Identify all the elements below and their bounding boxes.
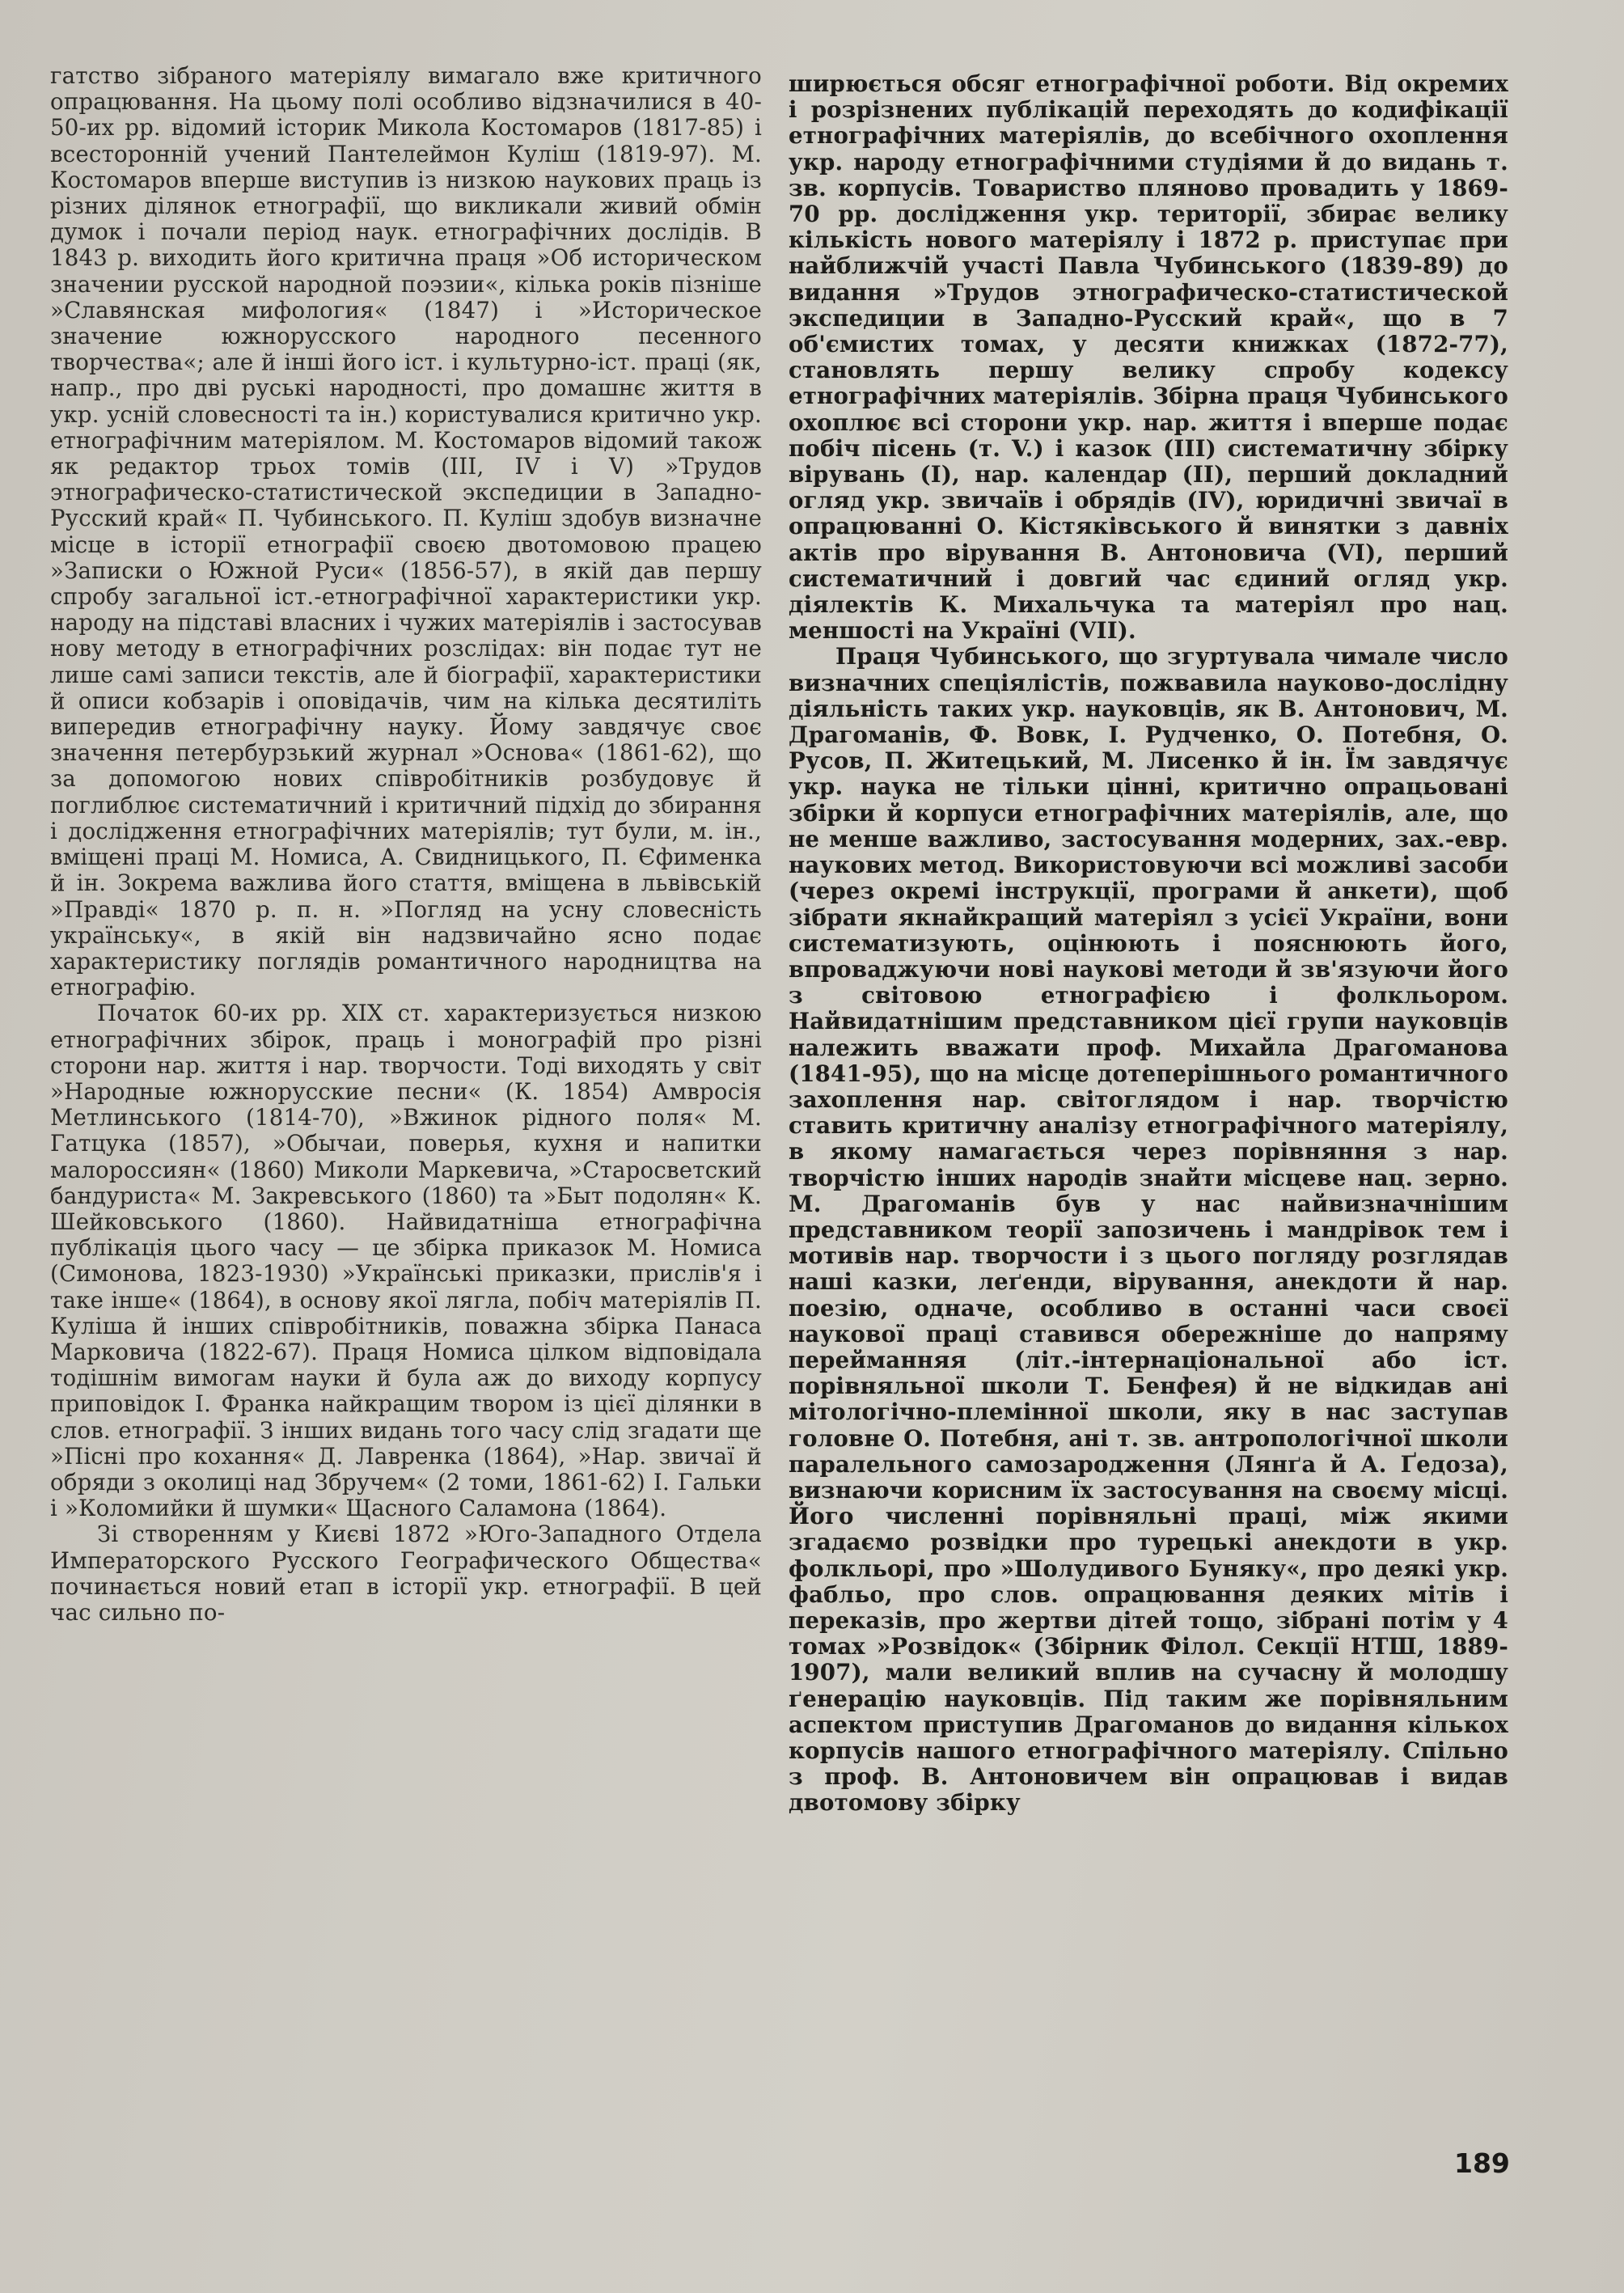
page-number: 189	[1454, 2147, 1510, 2179]
right-column	[789, 71, 1508, 1817]
paragraph-sixties-collections: Початок 60-их рр. XIX ст. характеризується низкою етнографічних збірок, праць і монографій про різні сторони нар. життя і нар. творчости. Тоді виходять у світ »Народные южнорусские песни« (К. 1854) Амвросія Метлинського (1814-70), »Вжинок рідного поля« М. Гатцука (1857), »Обычаи, поверья, кухня и напитки малороссиян« (1860) Миколи Маркевича, »Старосветский бандуриста« М. Закревського (1860) та »Быт подолян« К. Шейковського (1860). Найвидатніша етнографічна публікація цього часу — це збірка приказок М. Номиса (Симонова, 1823-1930) »Українські приказки, прислів'я і таке інше« (1864), в основу якої лягла, побіч матеріялів П. Куліша й інших співробітників, поважна збірка Панаса Марковича (1822-67). Праця Номиса цілком відповідала тодішнім вимогам науки й була аж до виходу корпусу приповідок І. Франка найкращим твором із цієї ділянки в слов. етнографії. З інших видань того часу слід згадати ще »Пісні про кохання« Д. Лавренка (1864), »Нар. звичаї й обряди з околиці над Збручем« (2 томи, 1861-62) І. Гальки і »Коломийки й шумки« Щасного Саламона (1864).	[50, 1000, 762, 1522]
paragraph-drahomanov: Праця Чубинського, що згуртувала чимале число визначних спеціялістів, пожвавила науково-дослідну діяльність таких укр. науковців, як В. Антонович, М. Драгоманів, Ф. Вовк, І. Рудченко, О. Потебня, О. Русов, П. Житецький, М. Лисенко й ін. Їм завдячує укр. наука не тільки цінні, критично опрацьовані збірки й корпуси етнографічних матеріялів, але, що не менше важливо, застосування модерних, зах.-евр. наукових метод. Використовуючи всі можливі засоби (через окремі інструкції, програми й анкети), щоб зібрати якнайкращий матеріял з усієї України, вони систематизують, оцінюють і пояснюють його, впроваджуючи нові наукові методи й зв'язуючи його з світовою етнографією і фолкльором. Найвидатнішим представником цієї групи науковців належить вважати проф. Михайла Драгоманова (1841-95), що на місце дотеперішнього романтичного захоплення нар. світоглядом і нар. творчістю ставить критичну аналізу етнографічного матеріялу, в якому намагається через порівняння з нар. творчістю інших народів знайти місцеве нац. зерно. М. Драгоманів був у нас найвизначнішим представником теорії запозичень і мандрівок тем і мотивів нар. творчости і з цього погляду розглядав наші казки, леґенди, вірування, анекдоти й нар. поезію, одначе, особливо в останні часи своєї наукової праці ставився обережніше до напряму перейманняя (літ.-інтернаціональної або іст. порівняльної школи Т. Бенфея) й не відкидав ані мітологічно-племінної школи, яку в нас заступав головне О. Потебня, ані т. зв. антропологічної школи паралельного самозародження (Лянґа й А. Ґедоза), визнаючи корисним їх застосування на своєму місці. Його численні порівняльні праці, між якими згадаємо розвідки про турецькі анекдоти в укр. фолкльорі, про »Шолудивого Буняку«, про деякі укр. фабльо, про слов. опрацювання деяких мітів і переказів, про жертви дітей тощо, зібрані потім у 4 томах »Розвідок« (Збірник Філол. Секції НТШ, 1889-1907), мали великий вплив на сучасну й молодшу ґенерацію науковців. Під таким же порівняльним аспектом приступив Драгоманов до видання кількох корпусів нашого етнографічного матеріялу. Спільно з проф. В. Антоновичем він опрацював і видав двотомову збірку	[789, 643, 1508, 1817]
left-column	[50, 63, 762, 1626]
paragraph-costomarov-kulish: гатство зібраного матеріялу вимагало вже критичного опрацювання. На цьому полі особливо відзначилися в 40-50-их рр. відомий історик Микола Костомаров (1817-85) і всесторонній учений Пантелеймон Куліш (1819-97). М. Костомаров вперше виступив із низкою наукових праць із різних ділянок етнографії, що викликали живий обмін думок і почали період наук. етнографічних дослідів. В 1843 р. виходить його критична праця »Об историческом значении русской народной поэзии«, кілька років пізніше »Славянская мифология« (1847) і »Историческое значение южнорусского народного песенного творчества«; але й інші його іст. і культурно-іст. праці (як, напр., про дві руські народності, про домашнє життя в укр. усній словесності та ін.) користувалися критично укр. етнографічним матеріялом. М. Костомаров відомий також як редактор трьох томів (ІІІ, ІV і V) »Трудов этнографическо-статистической экспедиции в Западно-Русский край« П. Чубинського. П. Куліш здобув визначне місце в історії етнографії своєю двотомовою працею »Записки о Южной Руси« (1856-57), в якій дав першу спробу загальної іст.-етнографічної характеристики укр. народу на підставі власних і чужих матеріялів і застосував нову методу в етнографічних розслідах: він подає тут не лише самі записи текстів, але й біографії, характеристики й описи кобзарів і оповідачів, чим на кілька десятиліть випередив етнографічну науку. Йому завдячує своє значення петербурзький журнал »Основа« (1861-62), що за допомогою нових співробітників розбудовує й поглиблює систематичний і критичний підхід до збирання і дослідження етнографічних матеріялів; тут були, м. ін., вміщені праці М. Номиса, А. Свидницького, П. Єфименка й ін. Зокрема важлива його стаття, вміщена в львівській »Правді« 1870 р. п. н. »Погляд на усну словесність українську«, в якій він надзвичайно ясно подає характеристику поглядів романтичного народництва на етнографію.	[50, 62, 762, 1001]
paragraph-kyiv-department: Зі створенням у Києві 1872 »Юго-Западного Отдела Императорского Русского Географического Общества« починається новий етап в історії укр. етнографії. В цей час сильно по-	[50, 1521, 762, 1626]
paragraph-chubynsky-expedition: ширюється обсяг етнографічної роботи. Від окремих і розрізнених публікацій переходять до кодифікації етнографічних матеріялів, до всебічного охоплення укр. народу етнографічними студіями й до видань т. зв. корпусів. Товариство пляново провадить у 1869-70 рр. дослідження укр. території, збирає велику кількість нового матеріялу і 1872 р. приступає при найближчій участі Павла Чубинського (1839-89) до видання »Трудов этнографическо-статистической экспедиции в Западно-Русский край«, що в 7 об'ємистих томах, у десяти книжках (1872-77), становлять першу велику спробу кодексу етнографічних матеріялів. Збірна праця Чубинського охоплює всі сторони укр. нар. життя і вперше подає побіч пісень (т. V.) і казок (III) систематичну збірку вірувань (I), нар. календар (II), перший докладний огляд укр. звичаїв і обрядів (IV), юридичні звичаї в опрацюванні О. Кістяківського й винятки з давніх актів про вірування В. Антоновича (VI), перший систематичний і довгий час єдиний огляд укр. діялектів К. Михальчука та матеріял про нац. меншості на Україні (VII).	[789, 70, 1508, 645]
